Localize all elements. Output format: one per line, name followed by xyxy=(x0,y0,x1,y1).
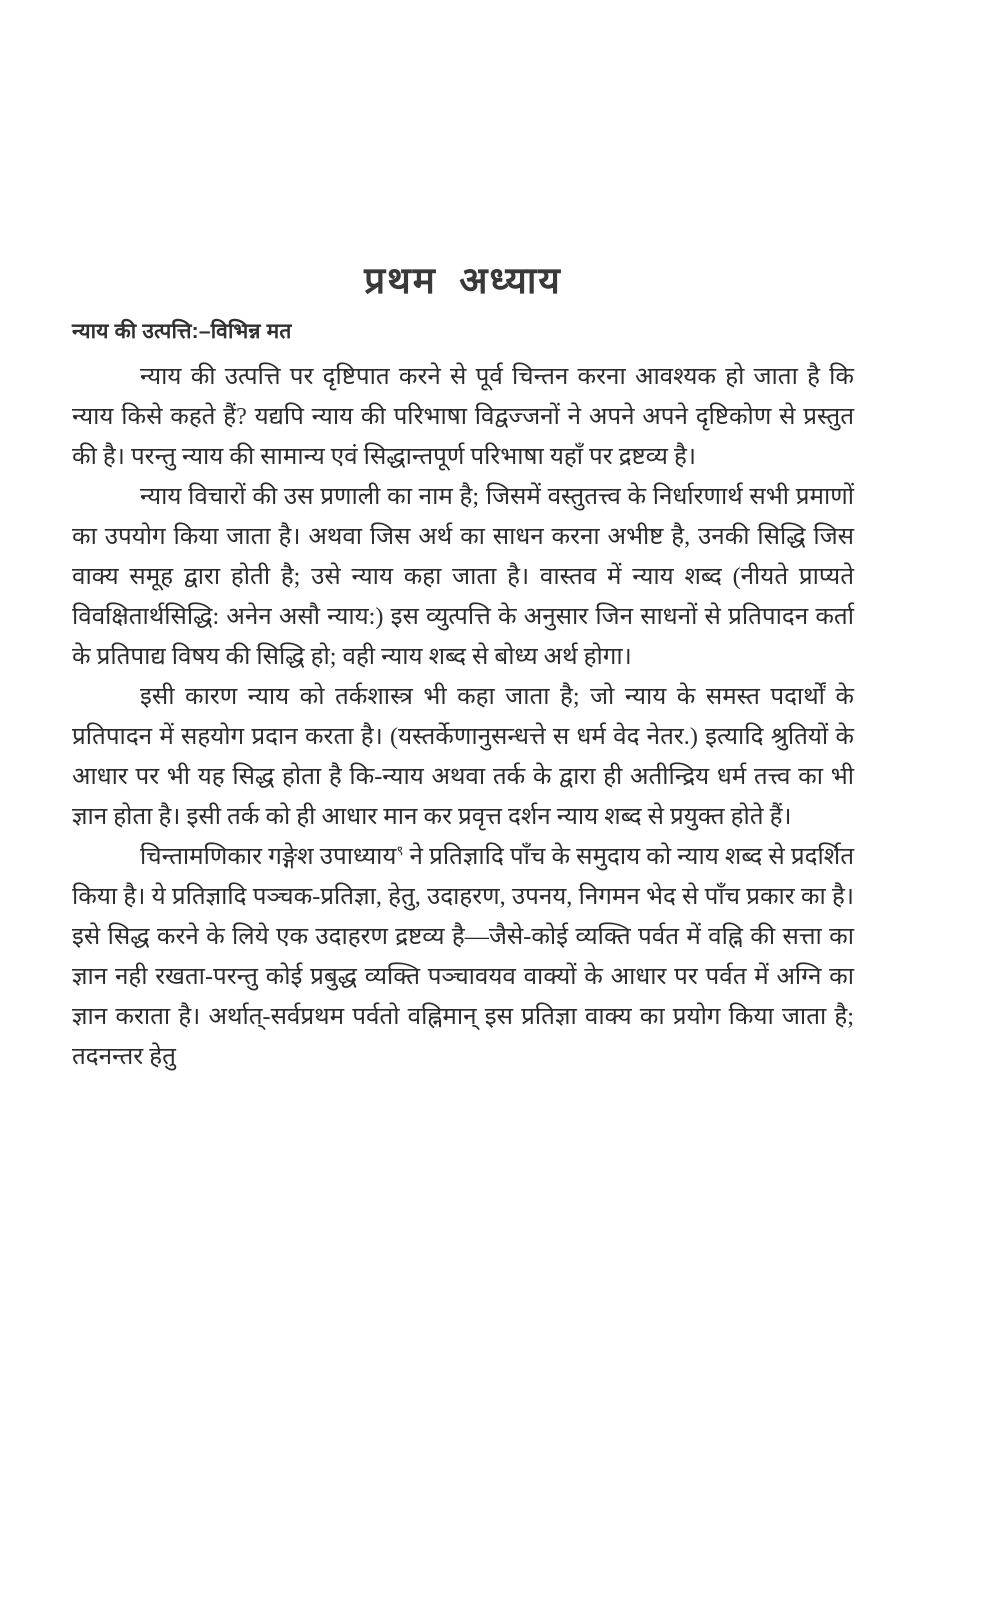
paragraph-4 xyxy=(72,837,854,1077)
page-content xyxy=(72,252,854,1077)
footnote-reference-marker: ९ xyxy=(396,842,404,858)
page-title: प्रथम अध्याय xyxy=(364,260,562,301)
body-text-block xyxy=(72,357,854,1077)
paragraph-2: न्याय विचारों की उस प्रणाली का नाम है; जिसमें वस्तुतत्त्व के निर्धारणार्थ सभी प्रमाणों का उपयोग किया जाता है। अथवा जिस अर्थ का साधन करना अभीष्ट है, उनकी सिद्धि जिस वाक्य समूह द्वारा होती है; उसे न्याय कहा जाता है। वास्तव में न्याय शब्द (नीयते प्राप्यते विवक्षितार्थसिद्धि: अनेन असौ न्याय:) इस व्युत्पत्ति के अनुसार जिन साधनों से प्रतिपादन कर्ता के प्रतिपाद्य विषय की सिद्धि हो; वही न्याय शब्द से बोध्य अर्थ होगा। xyxy=(72,482,854,670)
paragraph-4-text-after-footnote: ने प्रतिज्ञादि पाँच के समुदाय को न्याय शब्द से प्रदर्शित किया है। ये प्रतिज्ञादि पञ्चक-प्रतिज्ञा, हेतु, उदाहरण, उपनय, निगमन भेद से पाँच प्रकार का है। इसे सिद्ध करने के लिये एक उदाहरण द्रष्टव्य है—जैसे-कोई व्यक्ति पर्वत में वह्नि की सत्ता का ज्ञान नही रखता-परन्तु कोई प्रबुद्ध व्यक्ति पञ्चावयव वाक्यों के आधार पर पर्वत में अग्नि का ज्ञान कराता है। अर्थात्-सर्वप्रथम पर्वतो वह्निमान् इस प्रतिज्ञा वाक्य का प्रयोग किया जाता है; तदनन्तर हेतु xyxy=(72,842,854,1070)
paragraph-3: इसी कारण न्याय को तर्कशास्त्र भी कहा जाता है; जो न्याय के समस्त पदार्थों के प्रतिपादन में सहयोग प्रदान करता है। (यस्तर्केणानुसन्धत्ते स धर्म वेद नेतर.) इत्यादि श्रुतियों के आधार पर भी यह सिद्ध होता है कि-न्याय अथवा तर्क के द्वारा ही अतीन्द्रिय धर्म तत्त्व का भी ज्ञान होता है। इसी तर्क को ही आधार मान कर प्रवृत्त दर्शन न्याय शब्द से प्रयुक्त होते हैं। xyxy=(72,682,854,830)
paragraph-1: न्याय की उत्पत्ति पर दृष्टिपात करने से पूर्व चिन्तन करना आवश्यक हो जाता है कि न्याय किसे कहते हैं? यद्यपि न्याय की परिभाषा विद्वज्जनों ने अपने अपने दृष्टिकोण से प्रस्तुत की है। परन्तु न्याय की सामान्य एवं सिद्धान्तपूर्ण परिभाषा यहाँ पर द्रष्टव्य है। xyxy=(72,362,854,470)
paragraph-4-text-before-footnote: चिन्तामणिकार गङ्गेश उपाध्याय xyxy=(140,842,397,870)
section-sub-heading: न्याय की उत्पत्ति:–विभिन्न मत xyxy=(72,320,292,344)
